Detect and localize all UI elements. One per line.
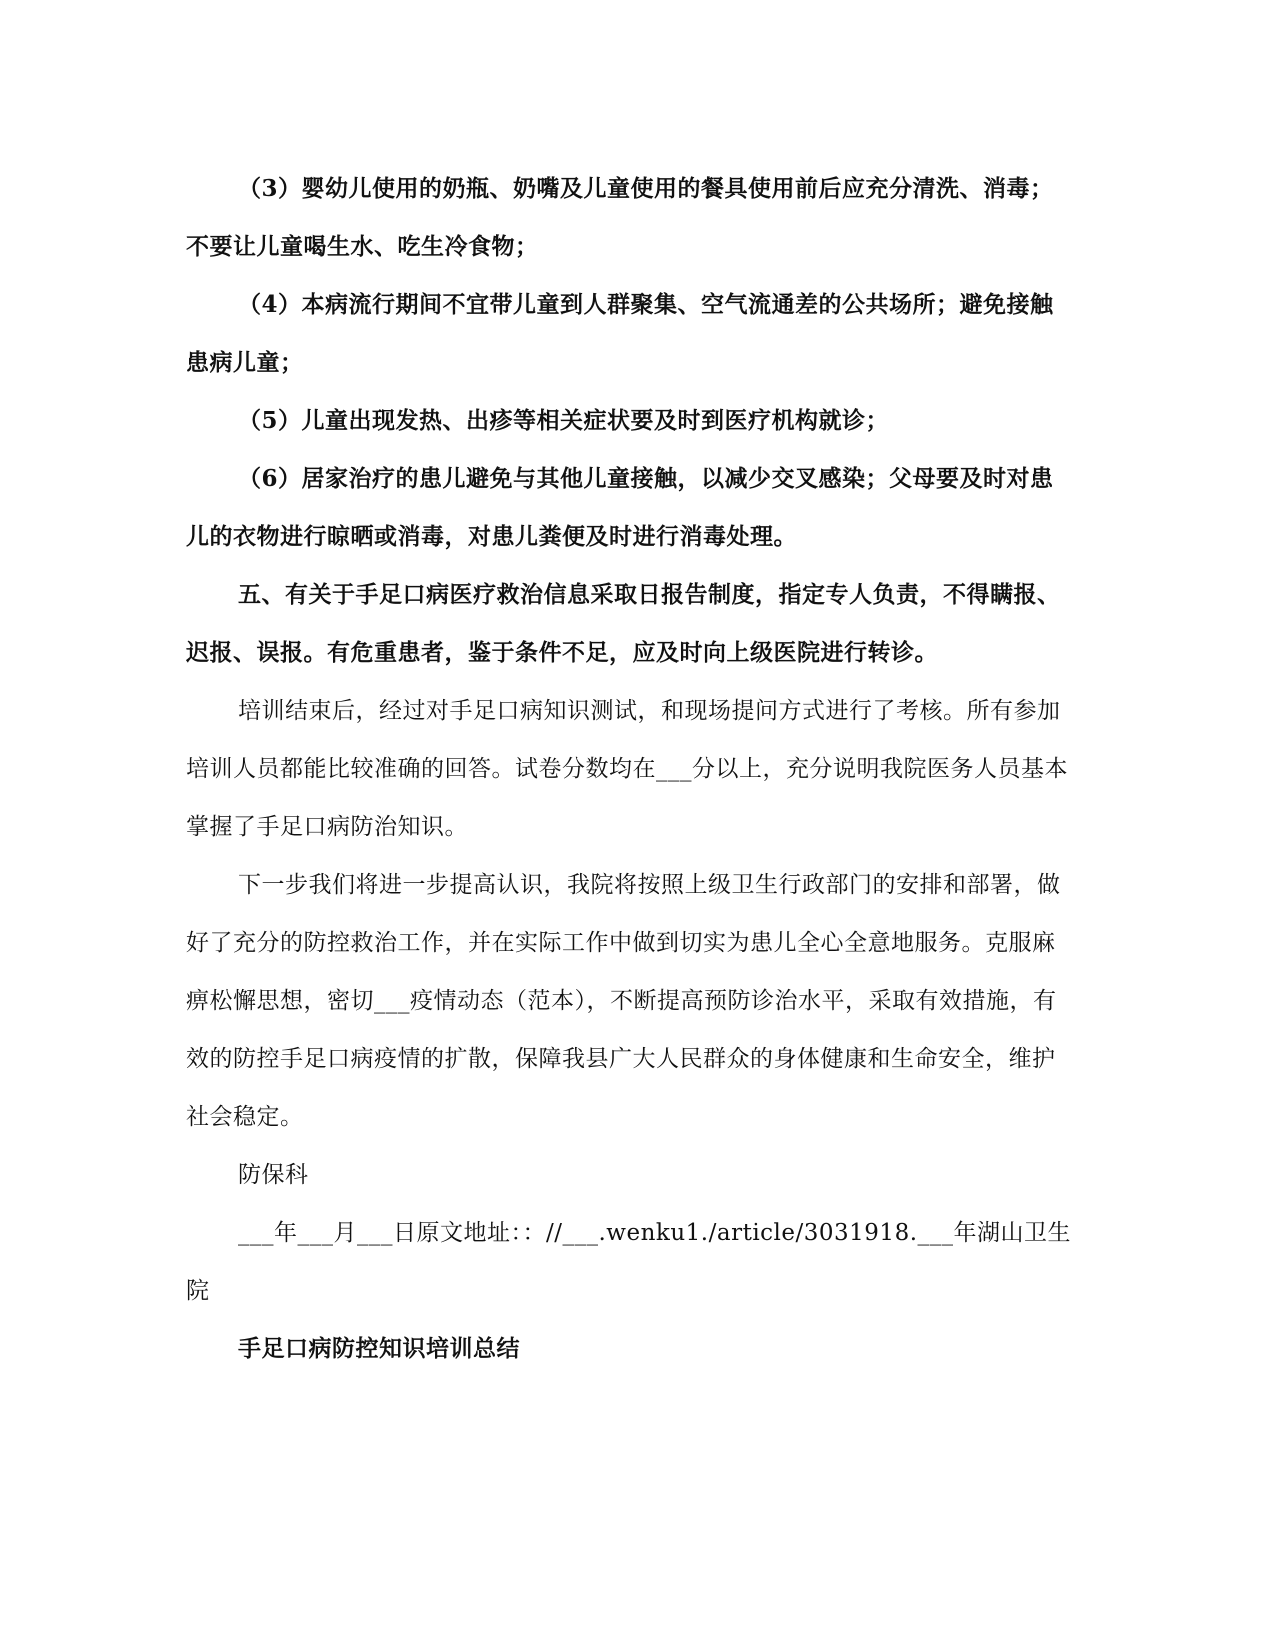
paragraph-item-3: （3）婴幼儿使用的奶瓶、奶嘴及儿童使用的餐具使用前后应充分清洗、消毒；不要让儿童喝生水、吃生冷食物； [186,175,1054,260]
paragraph-training-result: 培训结束后，经过对手足口病知识测试，和现场提问方式进行了考核。所有参加培训人员都能比较准确的回答。试卷分数均在___分以上，充分说明我院医务人员基本掌握了手足口病防治知识。 [186,698,1068,840]
next-document-title: 手足口病防控知识培训总结 [238,1335,520,1362]
date-source-line: ___年___月___日原文地址：：//___.wenku1./article/3031918.___年湖山卫生院 [186,1220,1072,1304]
paragraph-next-steps: 下一步我们将进一步提高认识，我院将按照上级卫生行政部门的安排和部署，做好了充分的防控救治工作，并在实际工作中做到切实为患儿全心全意地服务。克服麻痹松懈思想，密切___疫情动态（范本），不断提高预防诊治水平，采取有效措施，有效的防控手足口病疫情的扩散，保障我县广大人民群众的身体健康和生命安全，维护社会稳定。 [186,872,1061,1130]
paragraph-item-6: （6）居家治疗的患儿避免与其他儿童接触，以减少交叉感染；父母要及时对患儿的衣物进行晾晒或消毒，对患儿粪便及时进行消毒处理。 [186,465,1054,550]
paragraph-item-4: （4）本病流行期间不宜带儿童到人群聚集、空气流通差的公共场所；避免接触患病儿童； [186,291,1054,376]
paragraph-section-five: 五、有关于手足口病医疗救治信息采取日报告制度，指定专人负责，不得瞒报、迟报、误报。有危重患者，鉴于条件不足，应及时向上级医院进行转诊。 [186,581,1061,666]
paragraph-item-5: （5）儿童出现发热、出疹等相关症状要及时到医疗机构就诊； [238,407,890,434]
department-signature: 防保科 [238,1162,309,1188]
document-body [186,160,1071,1378]
